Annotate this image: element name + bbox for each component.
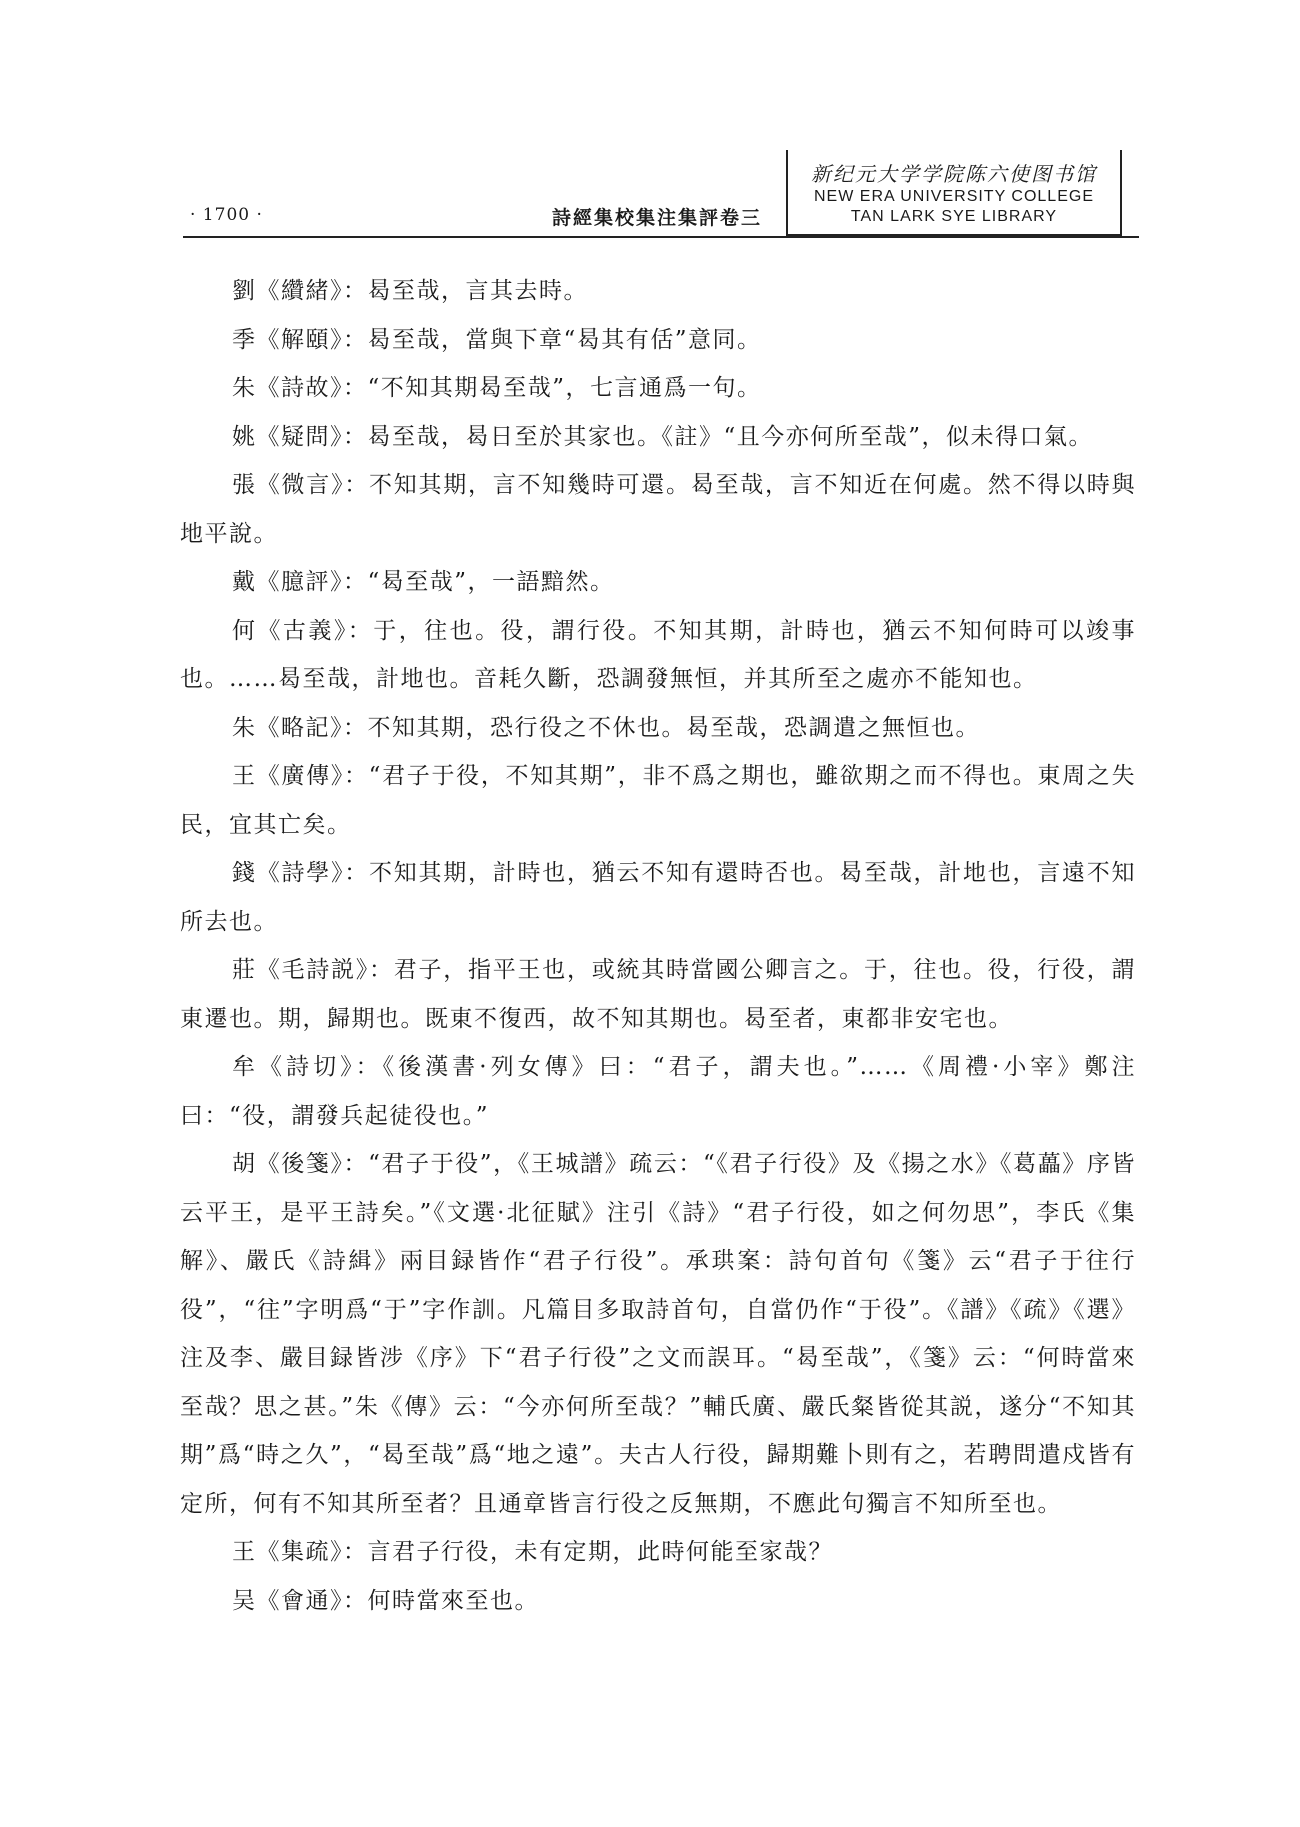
paragraph-dai-yiping: 戴《臆評》：“曷至哉”，一語黯然。 xyxy=(232,569,615,595)
paragraph-he-guyi: 何《古義》：于，往也。役，謂行役。不知其期，計時也，猶云不知何時可以竣事也。……曷至哉，計地也。音耗久斷，恐調發無恒，并其所至之處亦不能知也。 xyxy=(180,617,1136,692)
paragraph-liu-zuanxu: 劉《纘緒》：曷至哉，言其去時。 xyxy=(232,278,588,304)
paragraph-qian-shixue: 錢《詩學》：不知其期，計時也，猶云不知有還時否也。曷至哉，計地也，言遠不知所去也。 xyxy=(180,860,1136,935)
paragraph-yao-yiwen: 姚《疑問》：曷至哉，曷日至於其家也。《註》“且今亦何所至哉”，似未得口氣。 xyxy=(232,423,1094,450)
paragraph-zhu-shigu: 朱《詩故》：“不知其期曷至哉”，七言通爲一句。 xyxy=(232,375,762,401)
stamp-english-line-2: TAN LARK SYE LIBRARY xyxy=(850,208,1058,225)
paragraph-zhang-weiyan: 張《微言》：不知其期，言不知幾時可還。曷至哉，言不知近在何處。然不得以時與地平說。 xyxy=(180,472,1136,547)
library-stamp xyxy=(786,150,1122,236)
paragraph-mou-shiqie: 牟《詩切》：《後漢書·列女傳》曰：“君子，謂夫也。”……《周禮·小宰》鄭注曰：“役，謂發兵起徒役也。” xyxy=(180,1054,1136,1129)
paragraph-hu-houjian: 胡《後箋》：“君子于役”，《王城譜》疏云：“《君子行役》及《揚之水》《葛藟》序皆云平王，是平王詩矣。”《文選·北征賦》注引《詩》“君子行役，如之何勿思”，李氏《集解》、嚴氏《詩緝》兩目録皆作“君子行役”。承珙案：詩句首句《箋》云“君子于往行役”，“往”字明爲“于”字作訓。凡篇目多取詩首句，自當仍作“于役”。《譜》《疏》《選》注及李、嚴目録皆涉《序》下“君子行役”之文而誤耳。“曷至哉”，《箋》云：“何時當來至哉？思之甚。”朱《傳》云：“今亦何所至哉？”輔氏廣、嚴氏粲皆從其説，遂分“不知其期”爲“時之久”，“曷至哉”爲“地之遠”。夫古人行役，歸期難卜則有之，若聘問遣戍皆有定所，何有不知其所至者？且通章皆言行役之反無期，不應此句獨言不知所至也。 xyxy=(180,1151,1136,1517)
commentary-body xyxy=(180,267,1136,1625)
stamp-english-line-1: NEW ERA UNIVERSITY COLLEGE xyxy=(814,188,1094,205)
header-rule xyxy=(183,236,1139,238)
stamp-chinese-line: 新纪元大学学院陈六使图书馆 xyxy=(811,162,1097,186)
paragraph-zhu-lueji: 朱《略記》：不知其期，恐行役之不休也。曷至哉，恐調遣之無恒也。 xyxy=(232,714,980,741)
page-number: · 1700 · xyxy=(190,205,263,225)
paragraph-zhuang-maoshishuo: 莊《毛詩説》：君子，指平王也，或統其時當國公卿言之。于，往也。役，行役，謂東遷也。期，歸期也。既東不復西，故不知其期也。曷至者，東都非安宅也。 xyxy=(180,957,1136,1032)
paragraph-wu-huitong: 吴《會通》：何時當來至也。 xyxy=(232,1587,539,1614)
running-title: 詩經集校集注集評卷三 xyxy=(552,207,763,229)
paragraph-wang-jishu: 王《集疏》：言君子行役，未有定期，此時何能至家哉？ xyxy=(232,1539,833,1565)
paragraph-ji-jieyi: 季《解頤》：曷至哉，當與下章“曷其有佸”意同。 xyxy=(232,326,762,353)
paragraph-wang-guangzhuan: 王《廣傳》：“君子于役，不知其期”，非不爲之期也，雖欲期之而不得也。東周之失民，宜其亡矣。 xyxy=(180,763,1136,838)
